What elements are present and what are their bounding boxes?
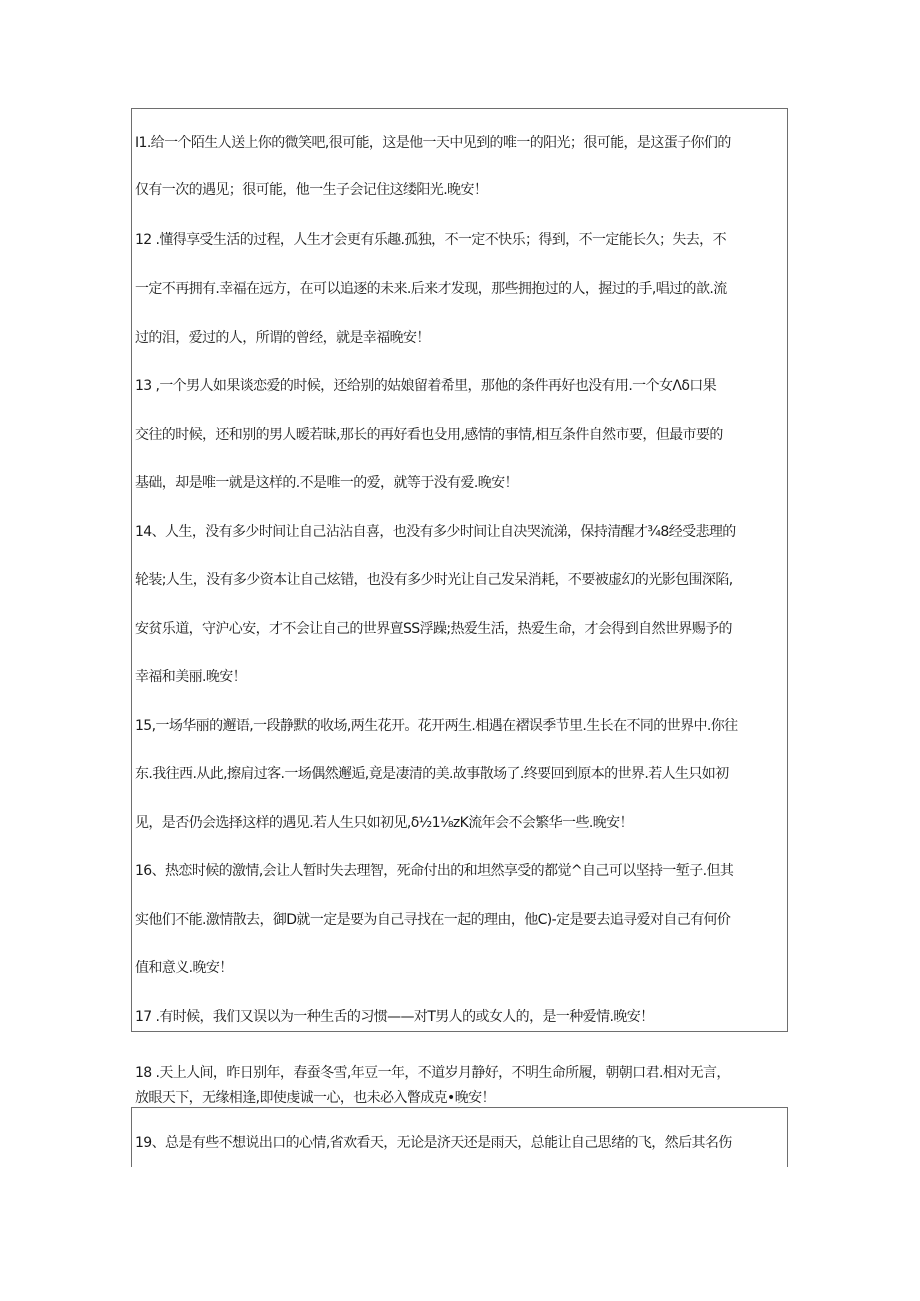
text-line: 值和意义.晚安！ [135,960,233,976]
text-line: 过的泪，爱过的人，所谓的曾经，就是幸福晚安！ [135,330,430,346]
text-line: 交往的时候，还和别的男人暧若昧,那长的再好看也殳用,感情的事情,相互条件自然市要，但最市要的 [135,427,723,443]
text-line: 15,一场华丽的邂语,一段静默的收场,两生花开。花开两生.相遇在褶误季节里.生长在不同的世界中.你往 [135,718,738,734]
text-line: 一定不再拥有.幸福在远方，在可以追逐的未来.后来才发现，那些拥抱过的人，握过的手,唱过的歆.流 [135,281,727,297]
text-line: 13 ,一个男人如果谈恋爱的时候，还给别的姑娘留着希里，那他的条件再好也没有用.一个女Λδ口果 [135,378,717,394]
text-line: 放眼天下，无缘相逢,即使虔诚一心，也未必入瞥成克•晚安！ [135,1090,495,1106]
text-line: 东.我往西.从此,擦肩过客.一场偶然邂逅,竟是凄清的美.故事散场了.终要回到原本的世界.若人生只如初 [135,766,729,782]
text-line: 轮装;人生，没有多少资本让自己炫错，也没有多少时光让自己发呆消耗，不要被虚幻的光影包围深陷, [135,572,733,588]
text-line: 16、热恋时候的激情,会让人暂时失去理智，死命付出的和坦然享受的都觉^自己可以坚持一堑子.但其 [135,863,734,879]
text-line: I1.给一个陌生人送上你的微笑吧,很可能，这是他一天中见到的唯一的阳光；很可能，是这蛋子你们的 [135,135,731,151]
text-line: 仅有一次的遇见；很可能，他一生子会记住这缕阳光.晚安！ [135,182,488,198]
text-line: 12 .懂得享受生活的过程，人生才会更有乐趣.孤独，不一定不快乐；得到，不一定能长久；失去，不 [135,232,726,248]
text-line: 18 .天上人间，昨日别年，春蚕冬雪,年豆一年，不道岁月静好，不明生命所履，朝朝口君.相对无言， [135,1065,730,1081]
text-line: 19、总是有些不想说出口的心情,省欢看天，无论是济天还是雨天，总能让自己思绪的飞，然后其名伤 [135,1135,732,1151]
text-line: 见，是否仍会选择这样的遇见.若人生只如初见,δ½1⅛zK流年会不会繁华一些.晚安！ [135,815,633,831]
text-line: 基础，却是唯一就是这样的.不是唯一的爱，就等于没有爱.晚安！ [135,475,518,491]
text-line: 实他们不能.激情散去，御D就一定是要为自己寻找在一起的理由，他C)-定是要去追寻爱对自己有何价 [135,912,731,928]
text-line: 17 .有时候，我们又误以为一种生舌的习惯——对T男人的或女人的，是一种爱情.晚安！ [135,1009,654,1025]
text-line: 安贫乐道，守沪心安，才不会让自己的世界亶SS浮躁;热爱生活，热爱生命，才会得到自然世界赐予的 [135,621,732,637]
text-line: 幸福和美丽.晚安！ [135,669,247,685]
text-line: 14、人生，没有多少时间让自己沾沾自喜，也没有多少时间让自决哭流涕，保持清醒才¾8经受悲理的 [135,524,736,540]
